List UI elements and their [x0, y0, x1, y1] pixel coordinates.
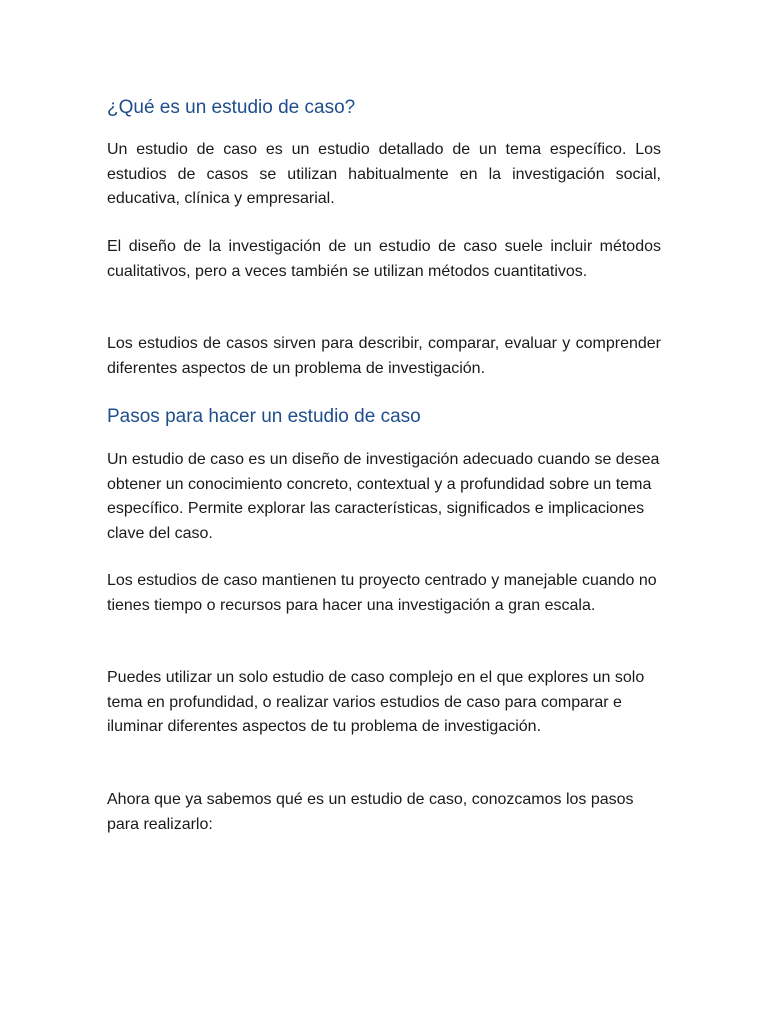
- section-heading-pasos: Pasos para hacer un estudio de caso: [107, 406, 421, 427]
- paragraph: Ahora que ya sabemos qué es un estudio de caso, conozcamos los pasos para realizarlo:: [107, 791, 634, 833]
- paragraph: Puedes utilizar un solo estudio de caso complejo en el que explores un solo tema en profundidad, o realizar varios estudios de caso para comparar e iluminar diferentes aspectos de tu problema de investigación.: [107, 669, 645, 735]
- paragraph: Los estudios de casos sirven para describir, comparar, evaluar y comprender diferentes aspectos de un problema de investigación.: [107, 335, 661, 377]
- paragraph: Los estudios de caso mantienen tu proyecto centrado y manejable cuando no tienes tiempo o recursos para hacer una investigación a gran escala.: [107, 572, 657, 614]
- paragraph: Un estudio de caso es un diseño de investigación adecuado cuando se desea obtener un conocimiento concreto, contextual y a profundidad sobre un tema específico. Permite explorar las características, significados e implicaciones clave del caso.: [107, 451, 660, 542]
- paragraph: El diseño de la investigación de un estudio de caso suele incluir métodos cualitativos, pero a veces también se utilizan métodos cuantitativos.: [107, 238, 661, 280]
- section-heading-que-es: ¿Qué es un estudio de caso?: [107, 97, 356, 118]
- paragraph: Un estudio de caso es un estudio detallado de un tema específico. Los estudios de casos se utilizan habitualmente en la investigación social, educativa, clínica y empresarial.: [107, 141, 661, 207]
